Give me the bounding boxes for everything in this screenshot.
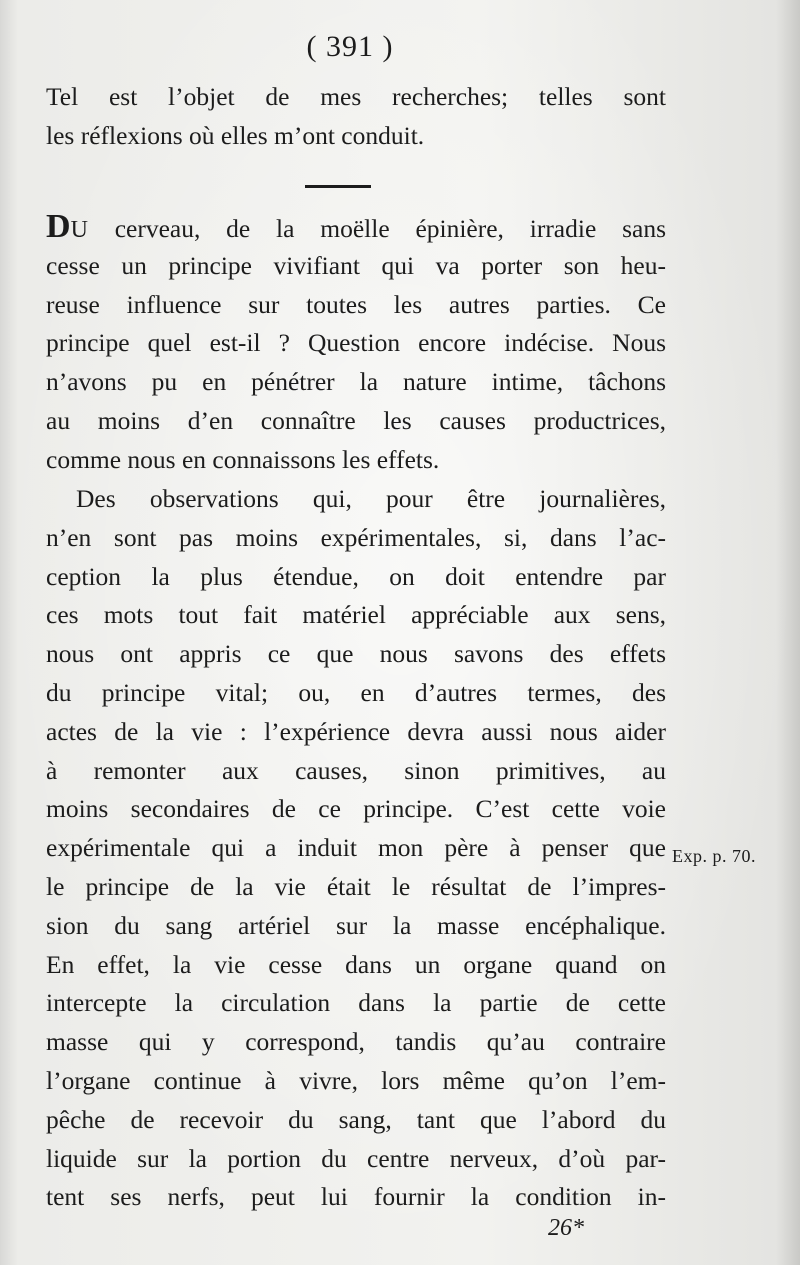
intro-paragraph	[46, 78, 666, 156]
text-line: du principe vital; ou, en d’autres termes, des	[46, 677, 666, 707]
text-line: ception la plus étendue, on doit entendre par	[46, 561, 666, 591]
text-line: à remonter aux causes, sinon primitives, au	[46, 755, 666, 785]
text-line: moins secondaires de ce principe. C’est cette voie	[46, 794, 666, 824]
text-line: Des observations qui, pour être journalières,	[76, 484, 666, 513]
paragraph-brain	[46, 208, 666, 480]
text-line: cesse un principe vivifiant qui va porter son heu-	[46, 250, 666, 280]
section-separator	[305, 185, 371, 188]
text-line: sion du sang artériel sur la masse encéphalique.	[46, 910, 666, 940]
text-line: reuse influence sur toutes les autres parties. Ce	[46, 289, 666, 319]
text-line: n’avons pu en pénétrer la nature intime, tâchons	[46, 367, 666, 397]
margin-note: Exp. p. 70.	[672, 846, 756, 866]
text-line: pêche de recevoir du sang, tant que l’abord du	[46, 1104, 666, 1134]
paragraph-observations	[46, 480, 666, 1217]
text-line: tent ses nerfs, peut lui fournir la condition in-	[46, 1182, 666, 1212]
text-line: le principe de la vie était le résultat de l’impres-	[46, 871, 666, 901]
text-line: liquide sur la portion du centre nerveux, d’où par-	[46, 1143, 666, 1173]
text-line: au moins d’en connaître les causes productrices,	[46, 405, 666, 435]
text-line-first	[46, 208, 666, 247]
text-line: principe quel est-il ? Question encore indécise. Nous	[46, 328, 666, 358]
text-line: l’organe continue à vivre, lors même qu’on l’em-	[46, 1065, 666, 1095]
text-line: intercepte la circulation dans la partie de cette	[46, 988, 666, 1018]
text-line: les réflexions où elles m’ont conduit.	[46, 120, 425, 150]
text-line: actes de la vie : l’expérience devra aussi nous aider	[46, 716, 666, 746]
text-line: masse qui y correspond, tandis qu’au contraire	[46, 1027, 666, 1057]
text-line: nous ont appris ce que nous savons des effets	[46, 639, 666, 669]
text-line: comme nous en connaissons les effets.	[46, 444, 440, 474]
text-line: En effet, la vie cesse dans un organe quand on	[46, 949, 666, 979]
page-number: ( 391 )	[306, 30, 394, 63]
drop-cap: D	[46, 208, 71, 245]
drop-cap-rest: U	[70, 217, 89, 243]
text-line: n’en sont pas moins expérimentales, si, dans l’ac-	[46, 522, 666, 552]
signature-mark: 26*	[548, 1215, 584, 1241]
text-line: expérimentale qui a induit mon père à penser que	[46, 833, 666, 863]
text-line: ces mots tout fait matériel appréciable aux sens,	[46, 600, 666, 630]
text-line: Tel est l’objet de mes recherches; telles sont	[46, 82, 666, 111]
text-line: cerveau, de la moëlle épinière, irradie sans	[114, 214, 666, 243]
